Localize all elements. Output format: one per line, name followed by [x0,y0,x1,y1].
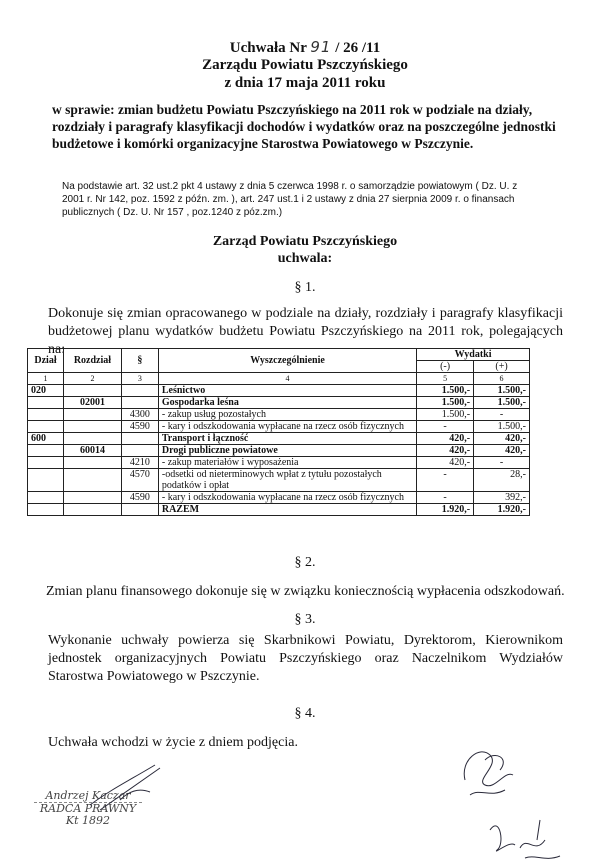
cell-minus: 1.500,- [417,397,474,409]
cell-plus: - [474,457,530,469]
section-4-title: § 4. [294,706,316,721]
resolution-board-line: Zarządu Powiatu Pszczyńskiego [202,57,408,73]
total-minus: 1.920,- [417,504,474,516]
cell-opis: Leśnictwo [158,385,416,397]
col-number: 3 [121,373,158,385]
cell-minus: 1.500,- [417,385,474,397]
stamp-name: Andrzej Kaczar [45,789,131,802]
cell-rozdzial [63,457,121,469]
cell-opis: - zakup materiałów i wyposażenia [158,457,416,469]
cell-opis: - kary i odszkodowania wypłacane na rzecz osób fizycznych [158,421,416,433]
header-wydatki: Wydatki [417,349,530,361]
cell-paragraf [121,397,158,409]
cell-opis: Gospodarka leśna [158,397,416,409]
title-suffix: / 26 /11 [335,40,381,56]
col-number: 2 [63,373,121,385]
col-number: 5 [417,373,474,385]
cell-plus: 1.500,- [474,397,530,409]
table-row [28,385,530,397]
cell-minus: 1.500,- [417,409,474,421]
legal-counsel-signature [60,760,170,820]
title-prefix: Uchwała Nr [229,40,307,56]
handwritten-number: 91 [310,38,332,56]
cell-plus: 1.500,- [474,421,530,433]
table-row [28,409,530,421]
cell-dzial: 600 [28,433,64,445]
cell-plus: 28,- [474,469,530,492]
section-2-text: Zmian planu finansowego dokonuje się w związku koniecznością wypłacenia odszkodowań. [46,584,565,599]
cell-opis: Drogi publiczne powiatowe [158,445,416,457]
table-row [28,397,530,409]
table-row [28,457,530,469]
column-number-row [28,373,530,385]
table-row [28,445,530,457]
cell-empty [28,504,64,516]
cell-plus: 420,- [474,445,530,457]
total-label: RAZEM [158,504,416,516]
board-member-signature-1 [455,740,525,805]
cell-plus: 392,- [474,492,530,504]
cell-dzial [28,492,64,504]
budget-changes-table [27,348,530,516]
cell-opis: -odsetki od nieterminowych wpłat z tytułu pozostałych podatków i opłat [158,469,416,492]
cell-empty [121,504,158,516]
section-2-title: § 2. [294,555,316,570]
cell-paragraf: 4590 [121,421,158,433]
header-rozdzial: Rozdział [63,349,121,373]
cell-rozdzial [63,409,121,421]
cell-dzial [28,445,64,457]
cell-paragraf: 4300 [121,409,158,421]
cell-dzial [28,469,64,492]
section-1-title: § 1. [294,280,316,295]
header-minus: (-) [417,361,474,373]
col-number: 6 [474,373,530,385]
cell-minus: 420,- [417,457,474,469]
cell-minus: 420,- [417,445,474,457]
cell-opis: Transport i łączność [158,433,416,445]
resolution-date: z dnia 17 maja 2011 roku [224,75,386,91]
cell-plus: - [474,409,530,421]
cell-opis: - kary i odszkodowania wypłacane na rzecz osób fizycznych [158,492,416,504]
cell-minus: 420,- [417,433,474,445]
header-paragraf: § [121,349,158,373]
header-dzial: Dział [28,349,64,373]
cell-paragraf: 4570 [121,469,158,492]
cell-dzial [28,397,64,409]
cell-rozdzial [63,421,121,433]
table-row [28,469,530,492]
cell-rozdzial: 02001 [63,397,121,409]
cell-empty [63,504,121,516]
cell-dzial [28,409,64,421]
cell-dzial [28,421,64,433]
cell-rozdzial [63,385,121,397]
cell-dzial [28,457,64,469]
cell-paragraf [121,385,158,397]
cell-rozdzial: 60014 [63,445,121,457]
col-number: 1 [28,373,64,385]
section-3-text: Wykonanie uchwały powierza się Skarbnikowi Powiatu, Dyrektorom, Kierownikom jednostek organizacyjnych Powiatu Pszczyńskiego oraz Naczelnikom Wydziałów Starostwa Powiatowego w Pszczynie. [48,633,563,684]
section-1-text: Dokonuje się zmian opracowanego w podziale na działy, rozdziały i paragrafy klasyfikacji budżetowej planu wydatków budżetu Powiatu Pszczyńskiego na 2011 rok, polegających na: [48,306,563,357]
section-4-text: Uchwała wchodzi w życie z dniem podjęcia. [48,735,298,750]
col-number: 4 [158,373,416,385]
cell-minus: - [417,421,474,433]
stamp-title: RADCA PRAWNY [39,802,137,815]
board-name: Zarząd Powiatu Pszczyńskiego [212,234,398,249]
table-row [28,492,530,504]
section-3-title: § 3. [294,612,316,627]
cell-rozdzial [63,469,121,492]
resolution-title [0,38,610,57]
table-total-row [28,504,530,516]
cell-paragraf [121,445,158,457]
cell-paragraf: 4590 [121,492,158,504]
stamp-number: Kt 1892 [65,814,111,827]
board-resolves: uchwala: [277,251,333,266]
cell-rozdzial [63,492,121,504]
header-opis: Wyszczególnienie [158,349,416,373]
cell-plus: 420,- [474,433,530,445]
cell-minus: - [417,492,474,504]
cell-paragraf: 4210 [121,457,158,469]
cell-rozdzial [63,433,121,445]
cell-minus: - [417,469,474,492]
cell-opis: - zakup usług pozostałych [158,409,416,421]
board-member-signature-2 [485,810,565,865]
cell-plus: 1.500,- [474,385,530,397]
cell-dzial: 020 [28,385,64,397]
table-row [28,421,530,433]
legal-basis: Na podstawie art. 32 ust.2 pkt 4 ustawy z dnia 5 czerwca 1998 r. o samorządzie powiatowym ( Dz. U. z 2001 r. Nr 142, poz. 1592 z późn. zm. ), art. 247 ust.1 i 2 ustawy z dnia 27 sierpnia 2009 r. o finansach publicznych ( Dz. U. Nr 157 , poz.1240 z póz.zm.) [62,181,518,218]
table-row [28,433,530,445]
resolution-subject: w sprawie: zmian budżetu Powiatu Pszczyńskiego na 2011 rok w podziale na działy, rozdziały i paragrafy klasyfikacji dochodów i wydatków oraz na poszczególne jednostki budżetowe i komórki organizacyjne Starostwa Powiatowego w Pszczynie. [52,102,556,151]
table-header-row [28,349,530,361]
total-plus: 1.920,- [474,504,530,516]
header-plus: (+) [474,361,530,373]
cell-paragraf [121,433,158,445]
